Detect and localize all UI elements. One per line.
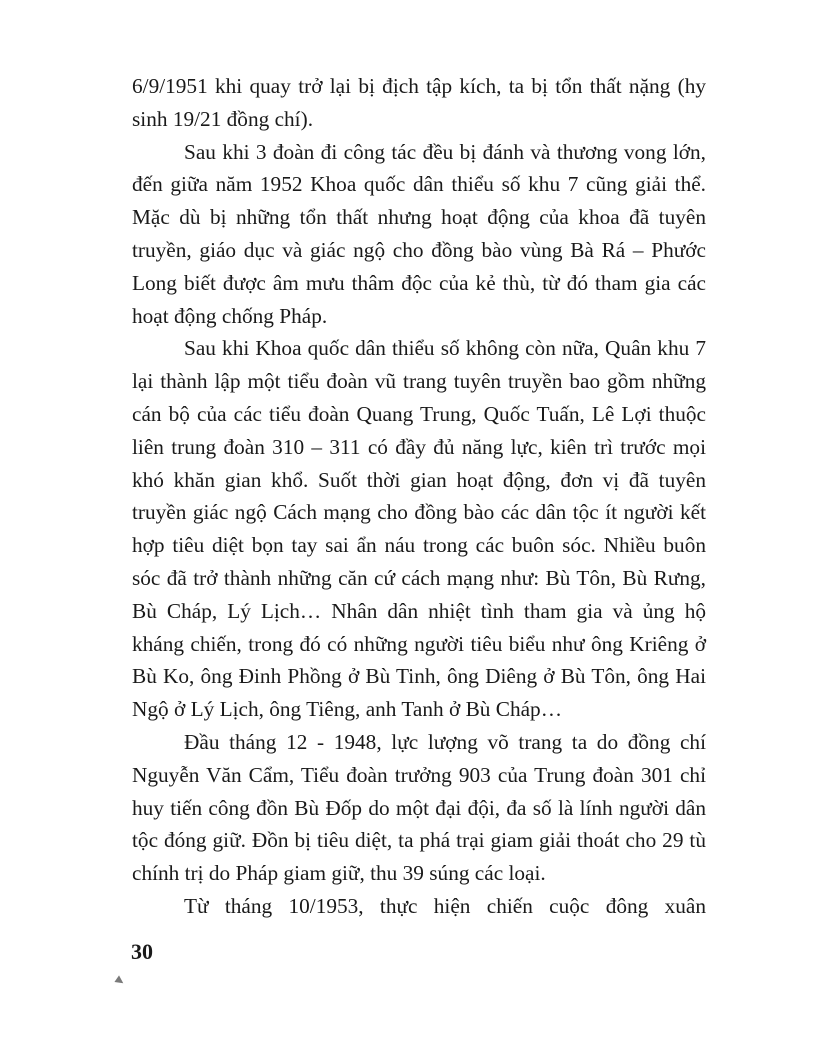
paragraph-ethnic-school-dissolved: Sau khi 3 đoàn đi công tác đều bị đánh và thương vong lớn, đến giữa năm 1952 Khoa quốc dân thiểu số khu 7 cũng giải thể. Mặc dù bị những tổn thất nhưng hoạt động của khoa đã tuyên truyền, giáo dục và giác ngộ cho đồng bào vùng Bà Rá – Phước Long biết được âm mưu thâm độc của kẻ thù, từ đó tham gia các hoạt động chống Pháp.	[132, 139, 706, 328]
paragraph-propaganda-battalion: Sau khi Khoa quốc dân thiểu số không còn nữa, Quân khu 7 lại thành lập một tiểu đoàn vũ trang tuyên truyền bao gồm những cán bộ của các tiểu đoàn Quang Trung, Quốc Tuấn, Lê Lợi thuộc liên trung đoàn 310 – 311 có đầy đủ năng lực, kiên trì trước mọi khó khăn gian khổ. Suốt thời gian hoạt động, đơn vị đã tuyên truyền giác ngộ Cách mạng cho đồng bào các dân tộc ít người kết hợp tiêu diệt bọn tay sai ẩn náu trong các buôn sóc. Nhiều buôn sóc đã trở thành những căn cứ cách mạng như: Bù Tôn, Bù Rưng, Bù Cháp, Lý Lịch… Nhân dân nhiệt tình tham gia và ủng hộ kháng chiến, trong đó có những người tiêu biểu như ông Kriêng ở Bù Ko, ông Đinh Phồng ở Bù Tinh, ông Diêng ở Bù Tôn, ông Hai Ngộ ở Lý Lịch, ông Tiêng, anh Tanh ở Bù Cháp…	[132, 336, 706, 722]
scan-corner-mark-icon	[114, 975, 125, 986]
page-number: 30	[131, 939, 153, 964]
paragraph-bu-dop-attack: Đầu tháng 12 - 1948, lực lượng võ trang ta do đồng chí Nguyễn Văn Cẩm, Tiểu đoàn trưởng 903 của Trung đoàn 301 chỉ huy tiến công đồn Bù Đốp do một đại đội, đa số là lính người dân tộc đóng giữ. Đồn bị tiêu diệt, ta phá trại giam giải thoát cho 29 tù chính trị do Pháp giam giữ, thu 39 súng các loại.	[132, 729, 706, 886]
paragraph-continuation: 6/9/1951 khi quay trở lại bị địch tập kích, ta bị tổn thất nặng (hy sinh 19/21 đồng chí).	[132, 74, 706, 131]
paragraph-winter-spring-campaign: Từ tháng 10/1953, thực hiện chiến cuộc đông xuân	[184, 893, 706, 918]
body-text	[132, 70, 706, 923]
